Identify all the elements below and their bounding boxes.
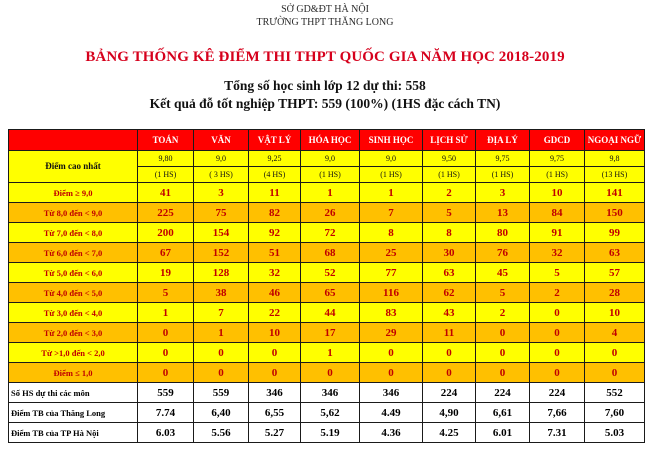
subject-header: VĂN	[194, 130, 249, 151]
summary-value: 6,61	[476, 403, 530, 423]
summary-label: Điểm TB của Thăng Long	[9, 403, 138, 423]
highest-score-count: (1 HS)	[138, 167, 194, 183]
highest-score-value: 9,75	[530, 151, 585, 167]
summary-row	[9, 383, 645, 403]
score-band-count: 11	[423, 323, 476, 343]
score-band-count: 44	[301, 303, 360, 323]
score-band-count: 0	[194, 343, 249, 363]
summary-value: 6.03	[138, 423, 194, 443]
summary-value: 4.25	[423, 423, 476, 443]
highest-score-value: 9,8	[585, 151, 645, 167]
score-band-count: 0	[476, 343, 530, 363]
score-band-count: 0	[194, 363, 249, 383]
score-band-count: 128	[194, 263, 249, 283]
summary-value: 552	[585, 383, 645, 403]
highest-score-count: (1 HS)	[423, 167, 476, 183]
score-band-label: Điểm ≥ 9,0	[9, 183, 138, 203]
score-band-count: 0	[138, 323, 194, 343]
score-band-count: 32	[530, 243, 585, 263]
score-band-count: 75	[194, 203, 249, 223]
score-band-label: Từ >1,0 đến < 2,0	[9, 343, 138, 363]
score-band-row	[9, 343, 645, 363]
score-band-count: 1	[301, 343, 360, 363]
summary-value: 346	[301, 383, 360, 403]
score-band-count: 154	[194, 223, 249, 243]
summary-value: 4.36	[360, 423, 423, 443]
score-band-count: 0	[530, 363, 585, 383]
score-band-row	[9, 223, 645, 243]
score-statistics-table	[8, 129, 645, 443]
score-band-row	[9, 183, 645, 203]
score-band-count: 57	[585, 263, 645, 283]
summary-value: 5.27	[249, 423, 301, 443]
score-band-label: Từ 2,0 đến < 3,0	[9, 323, 138, 343]
subject-header: ĐỊA LÝ	[476, 130, 530, 151]
score-band-count: 2	[530, 283, 585, 303]
score-band-count: 62	[423, 283, 476, 303]
score-band-count: 99	[585, 223, 645, 243]
highest-score-value: 9,0	[194, 151, 249, 167]
summary-value: 346	[360, 383, 423, 403]
summary-row	[9, 423, 645, 443]
score-band-row	[9, 263, 645, 283]
score-band-count: 225	[138, 203, 194, 223]
score-band-label: Từ 8,0 đến < 9,0	[9, 203, 138, 223]
score-band-count: 7	[194, 303, 249, 323]
highest-score-count: (1 HS)	[360, 167, 423, 183]
score-band-count: 10	[249, 323, 301, 343]
score-band-count: 52	[301, 263, 360, 283]
score-band-count: 3	[476, 183, 530, 203]
highest-score-label: Điểm cao nhất	[9, 151, 138, 183]
score-band-count: 28	[585, 283, 645, 303]
score-band-count: 1	[301, 183, 360, 203]
score-band-count: 0	[360, 363, 423, 383]
score-band-count: 63	[423, 263, 476, 283]
score-band-count: 0	[530, 323, 585, 343]
highest-score-row	[9, 151, 645, 167]
score-band-count: 77	[360, 263, 423, 283]
score-band-count: 5	[423, 203, 476, 223]
score-band-label: Từ 6,0 đến < 7,0	[9, 243, 138, 263]
summary-value: 7.31	[530, 423, 585, 443]
score-band-count: 83	[360, 303, 423, 323]
score-band-count: 63	[585, 243, 645, 263]
score-band-count: 0	[476, 323, 530, 343]
score-band-count: 29	[360, 323, 423, 343]
score-band-count: 80	[476, 223, 530, 243]
graduation-result: Kết quả đỗ tốt nghiệp THPT: 559 (100%) (1HS đặc cách TN)	[149, 96, 501, 111]
score-band-label: Điểm ≤ 1,0	[9, 363, 138, 383]
summary-label: Số HS dự thi các môn	[9, 383, 138, 403]
score-band-count: 2	[423, 183, 476, 203]
score-band-count: 46	[249, 283, 301, 303]
summary-value: 7,66	[530, 403, 585, 423]
subject-header: NGOẠI NGỮ	[585, 130, 645, 151]
score-band-count: 8	[423, 223, 476, 243]
summary-value: 224	[530, 383, 585, 403]
summary-label: Điểm TB của TP Hà Nội	[9, 423, 138, 443]
score-band-count: 0	[476, 363, 530, 383]
department-name: SỞ GD&ĐT HÀ NỘI	[281, 4, 369, 15]
score-band-count: 0	[585, 363, 645, 383]
score-band-row	[9, 323, 645, 343]
score-band-count: 26	[301, 203, 360, 223]
score-band-count: 0	[249, 363, 301, 383]
score-band-row	[9, 283, 645, 303]
highest-score-count: (1 HS)	[476, 167, 530, 183]
score-band-count: 0	[530, 343, 585, 363]
score-band-count: 141	[585, 183, 645, 203]
subject-header-row	[9, 130, 645, 151]
score-band-count: 41	[138, 183, 194, 203]
summary-value: 7.74	[138, 403, 194, 423]
summary-value: 7,60	[585, 403, 645, 423]
score-band-count: 200	[138, 223, 194, 243]
score-band-count: 0	[423, 363, 476, 383]
page-title: BẢNG THỐNG KÊ ĐIỂM THI THPT QUỐC GIA NĂM HỌC 2018-2019	[85, 49, 565, 65]
score-band-count: 51	[249, 243, 301, 263]
score-band-count: 0	[138, 343, 194, 363]
subject-header: SINH HỌC	[360, 130, 423, 151]
score-band-count: 22	[249, 303, 301, 323]
score-band-row	[9, 243, 645, 263]
score-band-count: 8	[360, 223, 423, 243]
score-band-count: 0	[249, 343, 301, 363]
header-corner-cell	[9, 130, 138, 151]
summary-value: 5,62	[301, 403, 360, 423]
score-band-count: 152	[194, 243, 249, 263]
subject-header: HÓA HỌC	[301, 130, 360, 151]
highest-score-value: 9,25	[249, 151, 301, 167]
summary-value: 559	[138, 383, 194, 403]
summary-value: 6,55	[249, 403, 301, 423]
score-band-count: 91	[530, 223, 585, 243]
score-band-count: 45	[476, 263, 530, 283]
highest-score-count: ( 3 HS)	[194, 167, 249, 183]
summary-value: 224	[423, 383, 476, 403]
score-band-label: Từ 4,0 đến < 5,0	[9, 283, 138, 303]
score-band-row	[9, 303, 645, 323]
subject-header: LỊCH SỬ	[423, 130, 476, 151]
score-band-count: 43	[423, 303, 476, 323]
score-band-count: 0	[360, 343, 423, 363]
highest-score-value: 9,0	[301, 151, 360, 167]
score-band-count: 5	[138, 283, 194, 303]
score-band-count: 1	[360, 183, 423, 203]
summary-value: 224	[476, 383, 530, 403]
score-band-row	[9, 203, 645, 223]
score-band-count: 13	[476, 203, 530, 223]
highest-score-count: (13 HS)	[585, 167, 645, 183]
highest-score-value: 9,0	[360, 151, 423, 167]
summary-row	[9, 403, 645, 423]
score-band-label: Từ 5,0 đến < 6,0	[9, 263, 138, 283]
highest-score-count: (4 HS)	[249, 167, 301, 183]
score-band-count: 25	[360, 243, 423, 263]
summary-value: 6,40	[194, 403, 249, 423]
score-band-count: 67	[138, 243, 194, 263]
score-band-count: 0	[138, 363, 194, 383]
score-band-count: 10	[530, 183, 585, 203]
score-band-count: 82	[249, 203, 301, 223]
score-band-count: 7	[360, 203, 423, 223]
subject-header: VẬT LÝ	[249, 130, 301, 151]
score-band-count: 17	[301, 323, 360, 343]
score-band-count: 38	[194, 283, 249, 303]
score-band-count: 84	[530, 203, 585, 223]
score-band-count: 0	[423, 343, 476, 363]
score-band-count: 4	[585, 323, 645, 343]
score-band-label: Từ 7,0 đến < 8,0	[9, 223, 138, 243]
score-band-count: 1	[138, 303, 194, 323]
score-band-count: 68	[301, 243, 360, 263]
highest-score-value: 9,75	[476, 151, 530, 167]
score-band-count: 76	[476, 243, 530, 263]
score-band-count: 5	[530, 263, 585, 283]
score-band-count: 0	[301, 363, 360, 383]
subject-header: TOÁN	[138, 130, 194, 151]
summary-value: 5.56	[194, 423, 249, 443]
score-band-count: 0	[530, 303, 585, 323]
school-name: TRƯỜNG THPT THĂNG LONG	[256, 17, 394, 28]
summary-value: 5.19	[301, 423, 360, 443]
score-band-label: Từ 3,0 đến < 4,0	[9, 303, 138, 323]
score-band-count: 19	[138, 263, 194, 283]
score-band-count: 92	[249, 223, 301, 243]
summary-value: 4.49	[360, 403, 423, 423]
score-band-count: 72	[301, 223, 360, 243]
highest-score-value: 9,80	[138, 151, 194, 167]
score-band-count: 10	[585, 303, 645, 323]
score-band-count: 150	[585, 203, 645, 223]
score-band-count: 116	[360, 283, 423, 303]
score-band-count: 0	[585, 343, 645, 363]
summary-value: 559	[194, 383, 249, 403]
score-band-count: 30	[423, 243, 476, 263]
subject-header: GDCD	[530, 130, 585, 151]
score-band-row	[9, 363, 645, 383]
score-band-count: 5	[476, 283, 530, 303]
highest-score-count: (1 HS)	[530, 167, 585, 183]
summary-value: 5.03	[585, 423, 645, 443]
score-band-count: 32	[249, 263, 301, 283]
highest-score-count: (1 HS)	[301, 167, 360, 183]
total-students: Tổng số học sinh lớp 12 dự thi: 558	[224, 78, 426, 93]
summary-value: 6.01	[476, 423, 530, 443]
summary-value: 4,90	[423, 403, 476, 423]
score-band-count: 11	[249, 183, 301, 203]
score-band-count: 2	[476, 303, 530, 323]
highest-score-value: 9,50	[423, 151, 476, 167]
score-band-count: 3	[194, 183, 249, 203]
score-band-count: 1	[194, 323, 249, 343]
score-band-count: 65	[301, 283, 360, 303]
summary-value: 346	[249, 383, 301, 403]
